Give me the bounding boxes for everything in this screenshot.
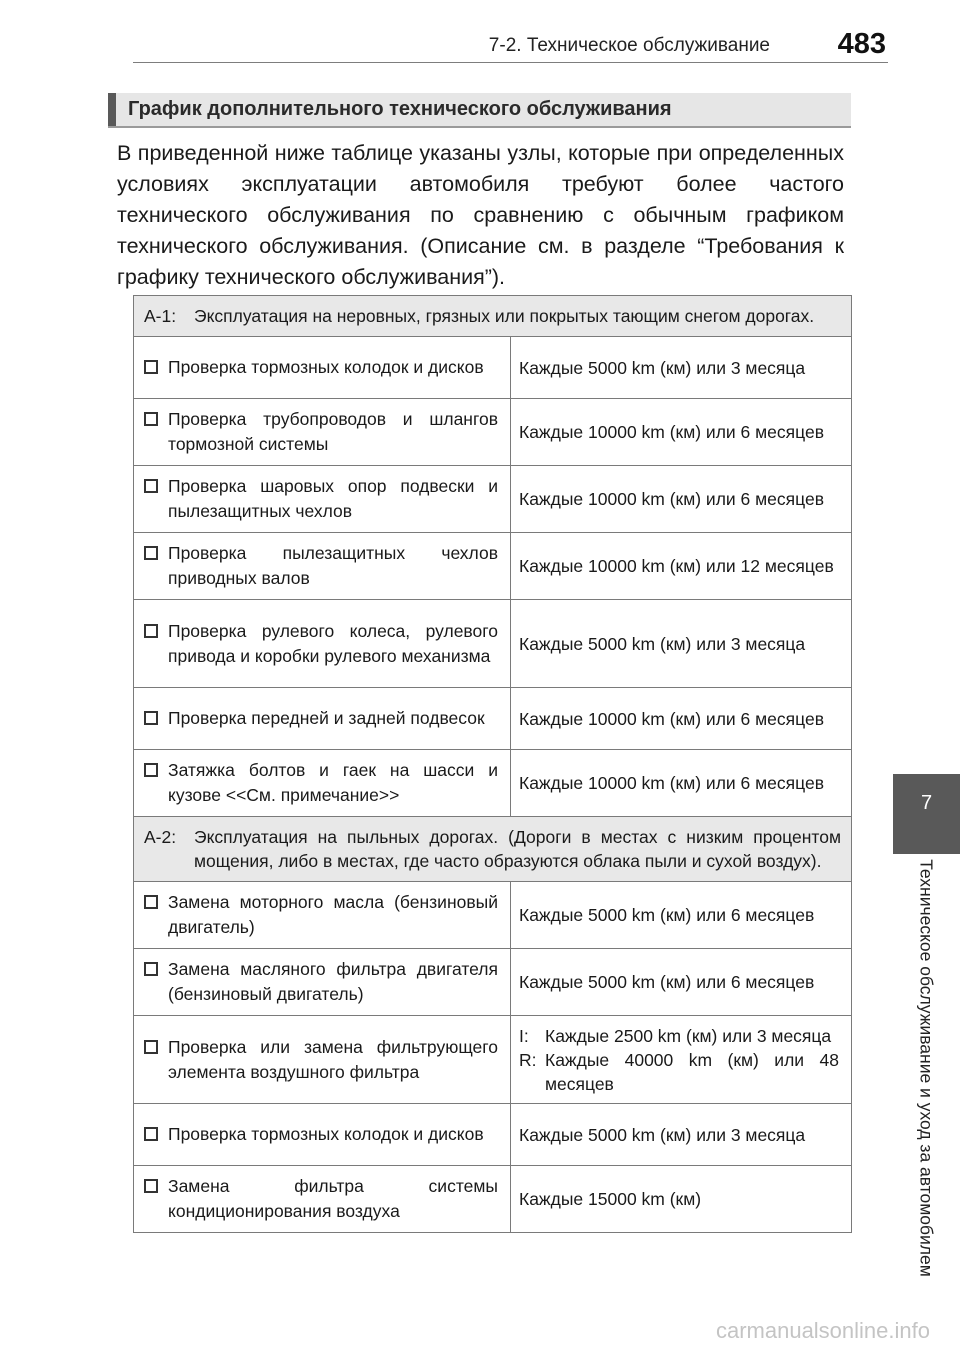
interval-inspect-value: Каждые 2500 km (км) или 3 месяца — [545, 1026, 832, 1046]
header-section-title: 7-2. Техническое обслуживание — [488, 35, 770, 56]
interval-cell: Каждые 5000 km (км) или 3 месяца — [511, 1104, 852, 1166]
item-cell — [134, 466, 511, 533]
interval-cell: Каждые 10000 km (км) или 6 месяцев — [511, 688, 852, 750]
page-number: 483 — [837, 28, 886, 60]
item-cell — [134, 1166, 511, 1233]
table-row — [134, 337, 852, 399]
table-row — [134, 600, 852, 688]
checkbox-icon — [144, 479, 158, 493]
interval-cell: Каждые 5000 km (км) или 6 месяцев — [511, 882, 852, 949]
section-title-bar — [108, 93, 851, 128]
item-text: Проверка рулевого колеса, рулевого привода и коробки рулевого механизма — [168, 620, 498, 666]
chapter-number: 7 — [920, 792, 933, 814]
item-cell — [134, 750, 511, 817]
interval-cell: Каждые 5000 km (км) или 3 месяца — [511, 600, 852, 688]
item-cell — [134, 600, 511, 688]
item-text: Проверка передней и задней подвесок — [168, 708, 485, 728]
checkbox-icon — [144, 763, 158, 777]
table-row — [134, 949, 852, 1016]
checkbox-icon — [144, 412, 158, 426]
checkbox-icon — [144, 624, 158, 638]
category-row-a2 — [134, 817, 852, 882]
category-description: Эксплуатация на неровных, грязных или покрытых тающим снегом дорогах. — [194, 306, 815, 326]
table-row — [134, 688, 852, 750]
checkbox-icon — [144, 1179, 158, 1193]
item-text: Проверка трубопроводов и шлангов тормозной системы — [168, 409, 498, 454]
table-row — [134, 1104, 852, 1166]
item-cell — [134, 399, 511, 466]
item-cell — [134, 1016, 511, 1104]
table-row — [134, 399, 852, 466]
watermark: carmanualsonline.info — [715, 1318, 930, 1343]
table-row — [134, 1016, 852, 1104]
intro-paragraph: В приведенной ниже таблице указаны узлы, которые при определенных условиях эксплуатации автомобиля требуют более частого технического обслуживания по сравнению с обычным графиком технического обслуживания. (Описание см. в разделе “Требования к графику технического обслуживания”). — [117, 141, 844, 289]
header-divider — [133, 62, 888, 63]
category-row-a1 — [134, 296, 852, 337]
item-text: Замена масляного фильтра двигателя (бензиновый двигатель) — [168, 959, 498, 1004]
interval-cell: Каждые 15000 km (км) — [511, 1166, 852, 1233]
category-code: A-2: — [144, 827, 177, 847]
chapter-tab[interactable] — [893, 774, 960, 854]
interval-cell: Каждые 5000 km (км) или 6 месяцев — [511, 949, 852, 1016]
checkbox-icon — [144, 711, 158, 725]
item-text: Проверка шаровых опор подвески и пылезащитных чехлов — [168, 476, 498, 521]
interval-replace-key: R: — [519, 1050, 537, 1070]
item-text: Замена моторного масла (бензиновый двигатель) — [168, 892, 498, 937]
item-text: Проверка или замена фильтрующего элемента воздушного фильтра — [168, 1036, 498, 1082]
interval-cell: Каждые 10000 km (км) или 6 месяцев — [511, 399, 852, 466]
maintenance-schedule-table — [133, 295, 852, 1233]
checkbox-icon — [144, 962, 158, 976]
item-text: Проверка пылезащитных чехлов приводных валов — [168, 543, 498, 588]
item-cell — [134, 337, 511, 399]
interval-cell: Каждые 10000 km (км) или 12 месяцев — [511, 533, 852, 600]
table-row — [134, 533, 852, 600]
checkbox-icon — [144, 1040, 158, 1054]
item-text: Проверка тормозных колодок и дисков — [168, 357, 484, 377]
category-description: Эксплуатация на пыльных дорогах. (Дороги в местах с низким процентом мощения, либо в местах, где часто образуются облака пыли и сухой воздух). — [194, 827, 841, 871]
section-accent — [108, 93, 116, 126]
item-cell — [134, 1104, 511, 1166]
interval-cell: Каждые 10000 km (км) или 6 месяцев — [511, 750, 852, 817]
interval-cell: Каждые 5000 km (км) или 3 месяца — [511, 337, 852, 399]
checkbox-icon — [144, 360, 158, 374]
interval-inspect-key: I: — [519, 1026, 529, 1046]
table-row — [134, 1166, 852, 1233]
checkbox-icon — [144, 1127, 158, 1141]
checkbox-icon — [144, 546, 158, 560]
item-cell — [134, 882, 511, 949]
item-text: Проверка тормозных колодок и дисков — [168, 1124, 484, 1144]
interval-cell — [511, 1016, 852, 1104]
item-cell — [134, 533, 511, 600]
category-code: A-1: — [144, 306, 177, 326]
item-cell — [134, 688, 511, 750]
interval-cell: Каждые 10000 km (км) или 6 месяцев — [511, 466, 852, 533]
item-text: Замена фильтра системы кондиционирования воздуха — [168, 1176, 498, 1221]
category-cell — [134, 817, 852, 882]
chapter-side-label-text: Техническое обслуживание и уход за автомобилем — [916, 859, 937, 1277]
item-cell — [134, 949, 511, 1016]
item-text: Затяжка болтов и гаек на шасси и кузове <<См. примечание>> — [168, 760, 498, 805]
checkbox-icon — [144, 895, 158, 909]
table-row — [134, 882, 852, 949]
interval-replace-value: Каждые 40000 km (км) или 48 месяцев — [545, 1050, 839, 1094]
table-row — [134, 466, 852, 533]
table-row — [134, 750, 852, 817]
category-cell — [134, 296, 852, 337]
section-title: График дополнительного технического обслуживания — [128, 98, 672, 120]
